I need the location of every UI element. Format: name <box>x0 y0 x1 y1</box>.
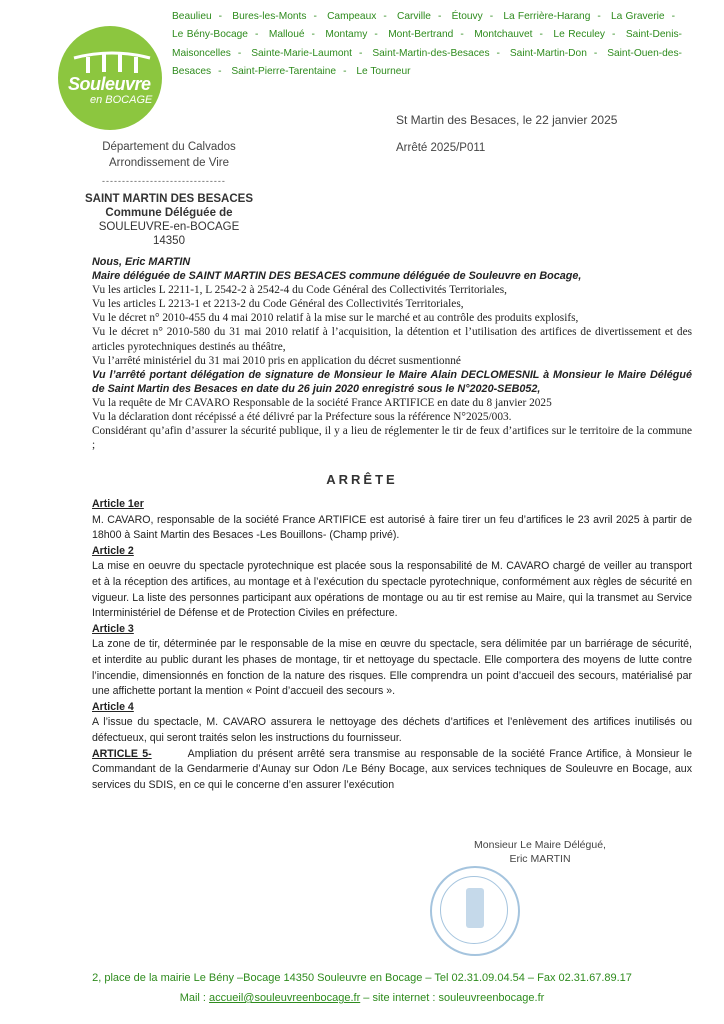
commune-block <box>84 192 254 248</box>
commune-postal: 14350 <box>153 235 185 247</box>
commune-separator: - <box>671 11 676 22</box>
article-3-text: La zone de tir, déterminée par le responsable de la mise en œuvre du spectacle, sera délimitée par un barriérage de sécurité, et interdite au public durant les phases de montage, tir et nettoyage du spectacle. Elle comportera des moyens de lutte contre l’incendie, dimensionnés en fonction de la nature des risques. Elle comprendra un point d’accueil des secours, matérialisé par une affichette portant la mention « Point d’accueil des secours ». <box>92 638 692 698</box>
commune-item: Campeaux <box>327 11 377 22</box>
article-2-title: Article 2 <box>92 544 134 557</box>
article-5 <box>92 747 692 794</box>
commune-item: Bures-les-Monts <box>232 11 307 22</box>
communes-list <box>172 8 682 81</box>
commune-item: Le Reculey <box>553 29 606 41</box>
preamble-vu-7: Vu la requête de Mr CAVARO Responsable de la société France ARTIFICE en date du 8 janvier 2025 <box>92 396 552 409</box>
article-4-title: Article 4 <box>92 700 134 713</box>
preamble-vu-4: Vu le décret n° 2010-580 du 31 mai 2010 relatif à l’acquisition, la détention et l’utilisation des artifices de divertissement et des articles pyrotechniques destinés au théâtre, <box>92 326 692 353</box>
preamble-nous: Nous, Eric MARTIN <box>92 256 191 268</box>
commune-separator: - <box>237 47 242 59</box>
article-2-text: La mise en oeuvre du spectacle pyrotechnique est placée sous la responsabilité de M. CAVARO chargé de veiller au transport et à la réception des artifices, au montage et à l’exécution du spectacle pyrotechnique, conformément aux règles de sécurité en vigueur. La liste des personnes participant aux opérations de montage ou au tir est remise au Maire, qui la transmet au Service Interministériel de Défense et de Protection Civiles en préfecture. <box>92 560 692 620</box>
preamble-considerant: Considérant qu’afin d’assurer la sécurité publique, il y a lieu de réglementer le tir de feux d’artifices sur le territoire de la commune ; <box>92 425 692 452</box>
commune-item: Étouvy <box>451 11 483 22</box>
signature-block <box>430 838 650 866</box>
logo-text-main: Souleuvre <box>68 74 151 94</box>
commune-separator: - <box>359 47 363 59</box>
signature-name: Eric MARTIN <box>509 853 571 865</box>
footer-contact <box>0 992 724 1004</box>
footer-mail-link[interactable]: accueil@souleuvreenbocage.fr <box>209 992 361 1004</box>
commune-item: Sainte-Marie-Laumont <box>251 47 353 59</box>
commune-separator: - <box>383 11 387 22</box>
preamble-vu-6: Vu l’arrêté portant délégation de signature de Monsieur le Maire Alain DECLOMESNIL à Monsieur le Maire Délégué de Saint Martin des Besaces en date du 26 juin 2020 enregistré sous le N°2020-SEB052, <box>92 368 692 395</box>
arrete-number: Arrêté 2025/P011 <box>396 142 486 154</box>
official-stamp <box>430 866 520 956</box>
commune-parent: SOULEUVRE-en-BOCAGE <box>98 221 240 233</box>
preamble-vu-5: Vu l’arrêté ministériel du 31 mai 2010 pris en application du décret susmentionné <box>92 354 461 367</box>
preamble-maire: Maire déléguée de SAINT MARTIN DES BESACES commune déléguée de Souleuvre en Bocage, <box>92 270 582 283</box>
commune-status: Commune Déléguée de <box>105 207 233 219</box>
article-5-title: ARTICLE 5- <box>92 747 152 760</box>
commune-item: La Ferrière-Harang <box>503 11 591 22</box>
arrete-heading: ARRÊTE <box>326 472 398 487</box>
article-1-title: Article 1er <box>92 498 144 510</box>
commune-item: Saint-Ouen-des-Besaces <box>172 47 682 77</box>
preamble <box>92 255 692 452</box>
article-1-text: M. CAVARO, responsable de la société France ARTIFICE est autorisé à faire tirer un feu d’artifices le 23 avril 2025 à partir de 18h00 à Saint Martin des Besaces -Les Bouillons- (Champ privé). <box>92 513 692 542</box>
commune-item: Saint-Denis-Maisoncelles <box>172 29 682 59</box>
commune-separator: - <box>597 11 601 22</box>
footer-address: 2, place de la mairie Le Bény –Bocage 14350 Souleuvre en Bocage – Tel 02.31.09.04.54 – Fax 02.31.67.89.17 <box>92 972 632 984</box>
commune-item: Carville <box>396 11 431 22</box>
logo-bridge-graphic <box>72 48 152 76</box>
signature-title: Monsieur Le Maire Délégué, <box>474 839 606 851</box>
commune-item: Malloué <box>268 29 305 41</box>
commune-item: Le Tourneur <box>356 65 411 77</box>
commune-separator: - <box>343 65 347 77</box>
date-line: St Martin des Besaces, le 22 janvier 2025 <box>396 113 618 127</box>
preamble-vu-3: Vu le décret n° 2010-455 du 4 mai 2010 relatif à la mise sur le marché et au contrôle des produits explosifs, <box>92 312 579 325</box>
commune-separator: - <box>437 11 442 22</box>
commune-separator: - <box>374 29 378 41</box>
footer-site: – site internet : souleuvreenbocage.fr <box>363 992 545 1004</box>
commune-item: Montamy <box>325 29 368 41</box>
commune-separator: - <box>460 29 464 41</box>
logo-text-sub: en BOCAGE <box>90 94 153 106</box>
department-name: Département du Calvados <box>102 141 236 153</box>
article-5-text: Ampliation du présent arrêté sera transmise au responsable de la société France Artifice, à Monsieur le Commandant de la Gendarmerie d’Aunay sur Odon /Le Bény Bocage, aux services techniques de Souleuvre en Bocage, aux services du SDIS, en ce qui le concerne d’en assurer l’exécution <box>92 747 692 791</box>
commune-separator: - <box>593 47 598 59</box>
separator-dashes: ------------------------------- <box>102 176 226 186</box>
commune-item: Saint-Martin-des-Besaces <box>372 47 490 59</box>
preamble-vu-8: Vu la déclaration dont récépissé a été délivré par la Préfecture sous la référence N°2025/003. <box>92 411 512 424</box>
commune-separator: - <box>489 11 494 22</box>
commune-item: Montchauvet <box>474 29 533 41</box>
commune-item: Mont-Bertrand <box>388 29 454 41</box>
commune-separator: - <box>254 29 259 41</box>
commune-item: Beaulieu <box>172 11 212 22</box>
commune-separator: - <box>496 47 500 59</box>
commune-separator: - <box>311 29 315 41</box>
commune-item: Saint-Martin-Don <box>509 47 587 59</box>
commune-separator: - <box>218 65 222 77</box>
municipality-logo <box>58 26 162 130</box>
commune-separator: - <box>313 11 317 22</box>
preamble-vu-2: Vu les articles L 2213-1 et 2213-2 du Code Général des Collectivités Territoriales, <box>92 298 464 311</box>
commune-separator: - <box>218 11 223 22</box>
commune-item: La Graverie <box>611 11 665 22</box>
commune-separator: - <box>539 29 543 41</box>
commune-name: SAINT MARTIN DES BESACES <box>84 193 254 205</box>
commune-item: Le Bény-Bocage <box>172 29 248 41</box>
department-block <box>84 140 254 171</box>
footer-mail-label: Mail : <box>179 992 206 1004</box>
article-4-text: A l’issue du spectacle, M. CAVARO assurera le nettoyage des déchets d’artifices et l’enlèvement des artifices inutilisés ou défectueux, qui seront traités selon les instructions du fournisseur. <box>92 716 692 744</box>
articles <box>92 497 692 793</box>
commune-item: Saint-Pierre-Tarentaine <box>231 65 337 77</box>
article-3-title: Article 3 <box>92 622 134 635</box>
arrondissement-name: Arrondissement de Vire <box>109 156 229 169</box>
preamble-vu-1: Vu les articles L 2211-1, L 2542-2 à 2542-4 du Code Général des Collectivités Territoriales, <box>92 284 507 297</box>
commune-separator: - <box>612 29 616 41</box>
